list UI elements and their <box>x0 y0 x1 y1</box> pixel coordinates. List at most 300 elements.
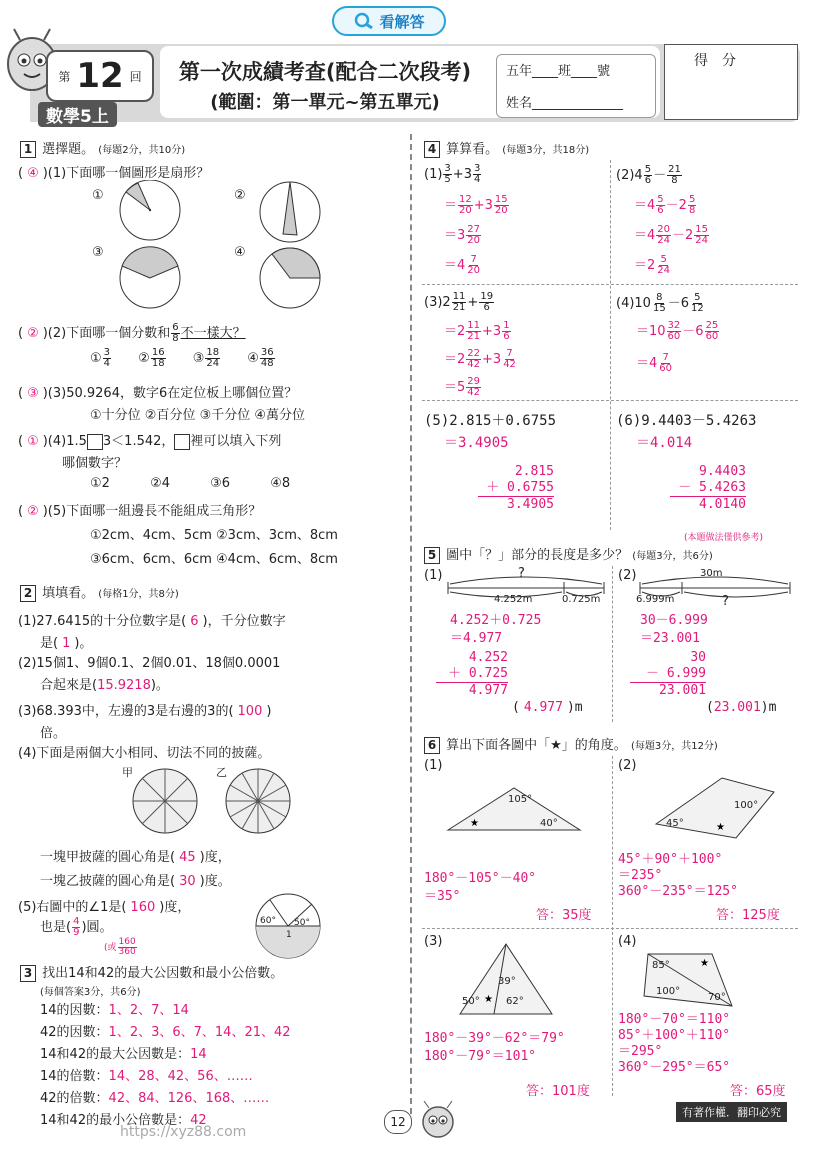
s1-q3-answer: ③ <box>27 386 39 401</box>
s6-p1-work <box>424 870 536 906</box>
s4-p3 <box>424 292 495 313</box>
s4-p1-r1a: ＝ <box>444 198 458 213</box>
page-title: 第一次成績考查(配合二次段考) <box>178 60 472 84</box>
s4-p5-question: (5)2.815＋0.6755 <box>424 413 557 429</box>
s5-p1-len-a: 4.252m <box>494 594 533 605</box>
s1-title: 選擇題。 <box>42 142 95 157</box>
s4-p3-r3a: ＝5 <box>444 380 466 395</box>
s6-p4-w3: ＝295° <box>618 1044 663 1059</box>
s4-p3-r2f: 42 <box>503 359 516 370</box>
s2-q5a-answer: 160 <box>130 900 156 915</box>
s2-q4b-text2: )度。 <box>199 874 231 889</box>
s4-p6-v2: － 5.4263 <box>670 480 746 497</box>
s4-p4-r1b: 32 <box>667 320 681 331</box>
s4-p4-a: 8 <box>656 292 663 303</box>
s3-row-label: 42的因數： <box>40 1025 109 1040</box>
s2-title: 填填看。 <box>42 586 95 601</box>
s5-p2-len-a: 6.999m <box>636 594 675 605</box>
s1-q2-o4d: 48 <box>260 358 274 369</box>
s5-divider-v <box>612 566 613 722</box>
s4-p1-e: 4 <box>473 174 481 185</box>
s2-q5-fig-1: 1 <box>286 930 292 940</box>
s6-p3-work <box>424 1030 565 1066</box>
s2-number: 2 <box>20 585 36 602</box>
star-icon: ★ <box>700 958 709 969</box>
s3-row-label: 14和42的最大公因數是： <box>40 1047 191 1062</box>
s2-q5a-text: (5)右圖中的∠1是( <box>18 900 127 915</box>
s6-points: (每題3分，共12分) <box>630 741 718 752</box>
s3-row-label: 42的倍數： <box>40 1091 109 1106</box>
s6-p4-a1: 85° <box>652 960 670 971</box>
s3-row-value: 42 <box>190 1113 207 1128</box>
s5-p1-ans: 4.977 <box>523 700 563 715</box>
s4-p3-r2c: 42 <box>467 359 481 370</box>
s1-q2-o1d: 4 <box>103 358 111 369</box>
s4-p1-r1c: 20 <box>459 205 472 216</box>
s5-p1-work <box>450 612 541 648</box>
s1-q2: ( ② )(2)下面哪一個分數和 $\frac{6}{8}$ 不一樣大？ <box>18 322 246 344</box>
s1-q4-text3: 裡可以填入下列 <box>190 434 282 449</box>
pizza-jia-icon <box>133 769 197 833</box>
s1-q1-answer: ④ <box>27 166 39 181</box>
s4-p1-r3b: 7 <box>470 254 477 265</box>
s3-row-value: 14、28、42、56、…… <box>108 1069 253 1084</box>
copyright-badge: 有著作權．翻印必究 <box>676 1102 787 1122</box>
s2-q5-alt-d: 360 <box>118 947 136 957</box>
s1-q4-o3: ③6 <box>210 476 231 491</box>
s6-p1-a1: 105° <box>508 794 533 805</box>
s4-p2 <box>616 164 683 186</box>
s1-q2-answer: ② <box>27 326 39 341</box>
footer-mascot-icon <box>416 1100 460 1140</box>
s3-row <box>40 1022 291 1044</box>
s6-p4-answer: 答：65度 <box>730 1084 786 1099</box>
lesson-badge <box>46 50 154 102</box>
s3-number: 3 <box>20 965 36 982</box>
s2-q5b-text: 也是( <box>40 920 72 935</box>
s4-header <box>424 138 589 158</box>
view-answers-label: 看解答 <box>379 12 425 31</box>
s4-p3-a: 11 <box>452 291 466 302</box>
s6-p2-work <box>618 852 738 900</box>
s4-p3-r1b: 11 <box>467 320 481 331</box>
s4-p3-r2b: 22 <box>467 348 481 359</box>
s5-p2-c1: 30 <box>690 650 706 665</box>
s4-p3-r1 <box>444 320 512 342</box>
s4-p3-pre: (3)2 <box>424 295 451 310</box>
pizza-figures <box>130 766 310 836</box>
s4-p3-r1e: 1 <box>503 320 510 331</box>
s6-p3-a3: 50° <box>462 996 480 1007</box>
s4-p1-r1b: 12 <box>459 194 472 205</box>
s2-q3-cont: 倍。 <box>40 726 67 741</box>
s5-p2-label: (2) <box>618 568 637 583</box>
score-label: 得 分 <box>694 53 736 69</box>
class-field[interactable]: 五年____班____號 <box>506 64 611 79</box>
s4-p2-r3a: ＝2 <box>634 258 656 273</box>
s6-p2-answer: 答：125度 <box>716 908 780 923</box>
s1-q4-blank-box <box>87 434 103 450</box>
s5-p2-vertical <box>630 650 706 699</box>
s4-p1-d: 3 <box>473 163 481 174</box>
view-answers-button[interactable] <box>332 6 446 36</box>
s2-q5-fig-50: 50° <box>294 918 310 928</box>
s4-title: 算算看。 <box>446 142 499 157</box>
s4-p2-r2e: 15 <box>695 224 709 235</box>
s5-p2-answer <box>706 700 776 715</box>
s1-q2-o1n: 3 <box>103 347 111 358</box>
s3-title: 找出14和42的最大公因數和最小公倍數。 <box>42 966 284 981</box>
s2-q5-alt <box>104 938 138 957</box>
s5-p2-w1: 30－6.999 <box>640 613 708 628</box>
s4-p2-r1e: 5 <box>688 194 696 205</box>
s4-p1-b: 5 <box>444 174 451 185</box>
s4-p2-e: 8 <box>671 175 678 186</box>
s5-p1-ans-post: )m <box>566 700 583 715</box>
s4-p4-r2a: ＝4 <box>636 356 658 371</box>
s4-p2-r2 <box>634 224 710 246</box>
s2-q1 <box>18 610 286 629</box>
s4-p1-r3 <box>444 254 482 276</box>
s4-p2-r1 <box>634 194 697 216</box>
s5-p1-c2: ＋ 0.725 <box>436 666 508 683</box>
s2-q3b: ) <box>266 704 272 719</box>
s1-q2-o4n: 36 <box>260 347 274 358</box>
figure-4-circle <box>260 248 320 308</box>
s2-q4: (4)下面是兩個大小相同、切法不同的披薩。 <box>18 746 271 761</box>
s4-p2-r2c: 24 <box>657 235 671 246</box>
s2-q1a: (1)27.6415的十分位數字是( <box>18 614 187 629</box>
s1-q2-frac-n: 6 <box>172 322 179 333</box>
s1-q1-figures <box>90 180 410 320</box>
s1-q2-o2n: 16 <box>151 347 165 358</box>
s4-p1-r2c: 20 <box>467 235 481 246</box>
s5-p2-question: ? <box>722 594 729 609</box>
s4-p3-r1c: 21 <box>467 331 481 342</box>
lesson-suffix: 回 <box>129 69 142 84</box>
s2-header <box>20 582 179 602</box>
s1-q5-text: )(5)下面哪一組邊長不能組成三角形？ <box>42 504 262 519</box>
subject-label: 數學5上 <box>38 102 117 127</box>
s5-p1-ans-pre: ( <box>512 700 520 715</box>
s4-p1-r1 <box>444 194 510 216</box>
s4-p3-b: 21 <box>452 302 466 313</box>
name-field[interactable]: 姓名______________ <box>506 96 624 111</box>
s4-p2-r3 <box>634 254 672 276</box>
s4-p2-r2f: 24 <box>695 235 709 246</box>
s5-p2-w2: ＝23.001 <box>640 631 700 646</box>
s6-p2-quad <box>650 772 790 842</box>
s4-p2-r1f: 8 <box>688 205 696 216</box>
s6-p1-a2: 40° <box>540 818 558 829</box>
s4-p1-r1e: 15 <box>494 194 508 205</box>
s6-p4-w2: 85°＋100°＋110° <box>618 1028 731 1043</box>
star-icon: ★ <box>716 822 725 833</box>
s1-number: 1 <box>20 141 36 158</box>
s4-p2-r1a: ＝4 <box>634 198 656 213</box>
s2-q3a: (3)68.393中，左邊的3是右邊的3的( <box>18 704 234 719</box>
s1-q4-o1: ①2 <box>90 476 110 491</box>
s1-q2-options <box>90 348 276 369</box>
s6-p4-a2: 100° <box>656 986 681 997</box>
s4-p6-question: (6)9.4403－5.4263 <box>616 413 757 429</box>
s6-p4-work <box>618 1012 730 1076</box>
s5-p2-ans: 23.001 <box>713 700 761 715</box>
s4-p2-b: 6 <box>644 175 652 186</box>
s4-p5-v3: 3.4905 <box>507 497 554 512</box>
s1-q5-options2: ③6cm、6cm、6cm ④4cm、6cm、8cm <box>90 552 338 567</box>
s4-p4-r1d: －6 <box>682 324 704 339</box>
s1-q2-text2: 不一樣大？ <box>180 326 246 341</box>
figure-2-circle <box>260 182 320 242</box>
s3-row <box>40 1044 291 1066</box>
s5-p2-work <box>640 612 708 648</box>
s5-p1-len-b: 0.725m <box>562 594 601 605</box>
s3-row-label: 14的倍數： <box>40 1069 109 1084</box>
s4-p1-r3c: 20 <box>467 265 481 276</box>
s5-p1-answer <box>512 700 583 715</box>
watermark-url: https://xyz88.com <box>120 1124 247 1140</box>
s4-p1-r2b: 27 <box>467 224 481 235</box>
s1-points: (每題2分，共10分) <box>98 145 186 156</box>
s4-divider-v <box>610 160 611 530</box>
s2-q5-fig-60: 60° <box>260 916 276 926</box>
s2-q1a-answer: 6 <box>190 614 199 629</box>
s4-p4-r2c: 60 <box>659 363 673 374</box>
pizza-yi-icon <box>226 769 290 833</box>
s1-q4-text1: )(4)1.5 <box>42 434 87 449</box>
s1-q3-text: )(3)50.9264，數字6在定位板上哪個位置？ <box>42 386 298 401</box>
s5-p1-c1: 4.252 <box>468 650 508 665</box>
s6-p1-answer: 答：35度 <box>536 908 592 923</box>
s2-q3 <box>18 700 271 719</box>
s4-p6-vertical <box>670 464 746 513</box>
s6-p1-w2: ＝35° <box>424 889 461 904</box>
s2-q4b-answer: 30 <box>179 874 196 889</box>
s3-row <box>40 1066 291 1088</box>
s1-q2-text1: )(2)下面哪一個分數和 <box>42 326 171 341</box>
s2-q5b-text2: )圓。 <box>81 920 113 935</box>
s4-divider-h2 <box>422 400 798 401</box>
s4-p3-r1a: ＝2 <box>444 324 466 339</box>
s1-q2-o3n: 18 <box>206 347 220 358</box>
s4-p5-v2: ＋ 0.6755 <box>478 480 554 497</box>
s6-p3-w2: 180°－79°＝101° <box>424 1049 537 1064</box>
s3-row-value: 14 <box>190 1047 207 1062</box>
s5-p1-c3: 4.977 <box>468 683 508 698</box>
s1-q4-o2: ②4 <box>150 476 171 491</box>
s4-points: (每題3分，共18分) <box>502 145 590 156</box>
figure-1-circle <box>120 180 180 240</box>
s4-p3-r2e: 7 <box>506 348 513 359</box>
s4-p3-r2a: ＝2 <box>444 352 466 367</box>
s4-p3-e: 6 <box>483 302 490 313</box>
s4-p2-pre: (2)4 <box>616 168 643 183</box>
s4-p2-r1c: 6 <box>657 205 664 216</box>
s4-p4-r1a: ＝10 <box>636 324 666 339</box>
s1-q4-options <box>90 476 290 491</box>
s4-note: (本題做法僅供參考) <box>684 533 764 543</box>
s4-p4-r2 <box>636 352 674 374</box>
s4-p4-d: 5 <box>694 292 701 303</box>
s1-q4-o4: ④8 <box>270 476 291 491</box>
s4-p3-r1d: +3 <box>482 324 502 339</box>
s4-p1-r3a: ＝4 <box>444 258 466 273</box>
s4-divider-h1 <box>422 284 798 285</box>
s5-p2-ans-pre: ( <box>706 700 714 715</box>
s5-p1-question: ? <box>518 566 525 581</box>
s4-p1-c: +3 <box>452 167 472 182</box>
s5-p2-top: 30m <box>700 568 723 579</box>
s4-p2-r2a: ＝4 <box>634 228 656 243</box>
s2-q4a-answer: 45 <box>179 850 196 865</box>
s4-p2-r3c: 24 <box>657 265 671 276</box>
s4-p2-a: 5 <box>644 164 652 175</box>
s1-q5: ( ② )(5)下面哪一組邊長不能組成三角形？ <box>18 504 262 519</box>
s1-q5-options1: ①2cm、4cm、5cm ②3cm、3cm、8cm <box>90 528 338 543</box>
s4-p2-d: 21 <box>668 164 681 175</box>
s1-q4-text2: 3＜1.542， <box>102 434 175 449</box>
s1-header <box>20 138 185 158</box>
s1-q1-text: )(1)下面哪一個圖形是扇形？ <box>42 166 210 181</box>
s2-q2: (2)15個1、9個0.1、2個0.01、18個0.0001 <box>18 656 281 671</box>
s1-q1-label-3: ③ <box>92 245 104 260</box>
s5-p2-ans-post: )m <box>760 700 777 715</box>
s5-p2-c3: 23.001 <box>659 683 706 698</box>
s6-p4-w1: 180°－70°＝110° <box>618 1012 731 1027</box>
magnifier-icon <box>353 12 375 30</box>
s2-q4a-text: 一塊甲披薩的圓心角是( <box>40 850 176 865</box>
s1-q4-text4: 哪個數字？ <box>62 456 128 471</box>
s5-p1-w1: 4.252＋0.725 <box>450 613 542 628</box>
s6-p3-answer: 答：101度 <box>526 1084 590 1099</box>
s4-p1-r1d: +3 <box>473 198 493 213</box>
s4-p2-r1d: －2 <box>665 198 687 213</box>
s1-q3: ( ③ )(3)50.9264，數字6在定位板上哪個位置？ <box>18 386 298 401</box>
s4-p3-r3b: 29 <box>467 376 481 387</box>
s5-p1-label: (1) <box>424 568 443 583</box>
s2-q2b: 合起來是( <box>40 678 98 693</box>
s6-p4-a3: 70° <box>708 992 726 1003</box>
s4-p4-b: 15 <box>652 303 666 314</box>
s3-header <box>20 962 283 982</box>
s1-q2-o2d: 18 <box>151 358 165 369</box>
s3-row <box>40 1000 291 1022</box>
s1-q2-frac-d: 8 <box>172 333 179 344</box>
s6-p2-a1: 100° <box>734 800 759 811</box>
s5-header <box>424 544 713 564</box>
s6-p1-triangle <box>444 784 584 834</box>
s4-p4-r1e: 25 <box>705 320 719 331</box>
s6-title: 算出下面各圖中「★」的角度。 <box>446 738 627 753</box>
s4-p4-r2b: 7 <box>662 352 669 363</box>
s4-p3-c: + <box>467 295 479 310</box>
s6-p2-w3: 360°－235°＝125° <box>618 884 738 899</box>
s5-p2-c2: － 6.999 <box>630 666 706 683</box>
s6-p2-a2: 45° <box>666 818 684 829</box>
s4-p3-r3c: 42 <box>467 387 481 398</box>
s1-q2-o3: ③ <box>192 351 205 366</box>
s1-q2-o1: ① <box>90 351 102 366</box>
s4-p4-c: －6 <box>667 296 689 311</box>
s3-rows <box>40 1000 291 1132</box>
s2-q2-cont <box>40 674 169 693</box>
s4-p1-a: 3 <box>444 163 451 174</box>
s4-p6-v1: 9.4403 <box>699 464 746 479</box>
s4-p4 <box>616 292 706 314</box>
s2-q3-answer: 100 <box>237 704 263 719</box>
s2-q4a-text2: )度， <box>199 850 231 865</box>
s4-p6-v3: 4.0140 <box>699 497 746 512</box>
s4-p2-r2b: 20 <box>657 224 671 235</box>
s2-q5-alt-n: 160 <box>118 937 136 947</box>
s4-p4-r1f: 60 <box>705 331 719 342</box>
s6-p4-w4: 360°－295°＝65° <box>618 1060 731 1075</box>
s6-number: 6 <box>424 737 440 754</box>
s1-q4: ( ① )(4)1.5 3＜1.542， 裡可以填入下列 <box>18 434 282 449</box>
s3-points: (每個答案3分，共6分) <box>40 987 141 998</box>
s6-p3-w1: 180°－39°－62°＝79° <box>424 1031 565 1046</box>
s1-q2-o4: ④ <box>247 351 259 366</box>
s1-q5-answer: ② <box>27 504 39 519</box>
s5-p1-w2: ＝4.977 <box>450 631 503 646</box>
s4-p2-r1b: 5 <box>657 194 664 205</box>
s4-number: 4 <box>424 141 440 158</box>
s4-p5-vertical <box>478 464 554 513</box>
s6-header <box>424 734 718 754</box>
s3-row <box>40 1088 291 1110</box>
s5-points: (每題3分，共6分) <box>632 551 713 562</box>
column-divider <box>410 134 412 1114</box>
figure-3-circle <box>120 247 180 308</box>
s4-p4-r1 <box>636 320 720 342</box>
s4-p1-r2 <box>444 224 482 246</box>
s6-p2-w2: ＝235° <box>618 868 663 883</box>
s2-q5a <box>18 896 190 915</box>
s1-q3-options: ①十分位 ②百分位 ③千分位 ④萬分位 <box>90 408 306 423</box>
s4-p1-r1f: 20 <box>494 205 508 216</box>
s1-q1-label-4: ④ <box>234 245 246 260</box>
s3-row-value: 42、84、126、168、…… <box>108 1091 270 1106</box>
s4-p3-r2d: +3 <box>482 352 502 367</box>
s2-q2c: )。 <box>150 678 169 693</box>
s1-q4-answer: ① <box>27 434 39 449</box>
s2-q5b <box>40 916 113 938</box>
s4-p5-answer: ＝3.4905 <box>444 435 509 451</box>
s2-q5b-n: 4 <box>73 916 80 927</box>
page-subtitle: (範圍：第一單元~第五單元) <box>210 92 440 113</box>
s6-divider-v <box>612 756 613 1096</box>
s3-row-value: 1、2、3、6、7、14、21、42 <box>108 1025 291 1040</box>
lesson-prefix: 第 <box>58 69 71 84</box>
pizza-label-yi: 乙 <box>216 766 227 779</box>
s1-q1: ( ④ )(1)下面哪一個圖形是扇形？ <box>18 166 210 181</box>
s6-divider-h <box>422 928 798 929</box>
s6-p4-label: (4) <box>618 934 637 949</box>
s1-q4-blank-box-2 <box>174 434 190 450</box>
s2-q4a <box>40 846 231 865</box>
s6-p3-a2: 62° <box>506 996 524 1007</box>
s3-row-label: 14的因數： <box>40 1003 109 1018</box>
star-icon: ★ <box>470 818 479 829</box>
lesson-number: 12 <box>76 56 124 96</box>
s6-p3-a1: 39° <box>498 976 516 987</box>
s2-q4b <box>40 870 231 889</box>
s4-p2-r2d: －2 <box>672 228 694 243</box>
s2-q1c-answer: 1 <box>62 636 71 651</box>
s1-q1-label-1: ① <box>92 188 104 203</box>
s4-p4-e: 12 <box>690 303 704 314</box>
